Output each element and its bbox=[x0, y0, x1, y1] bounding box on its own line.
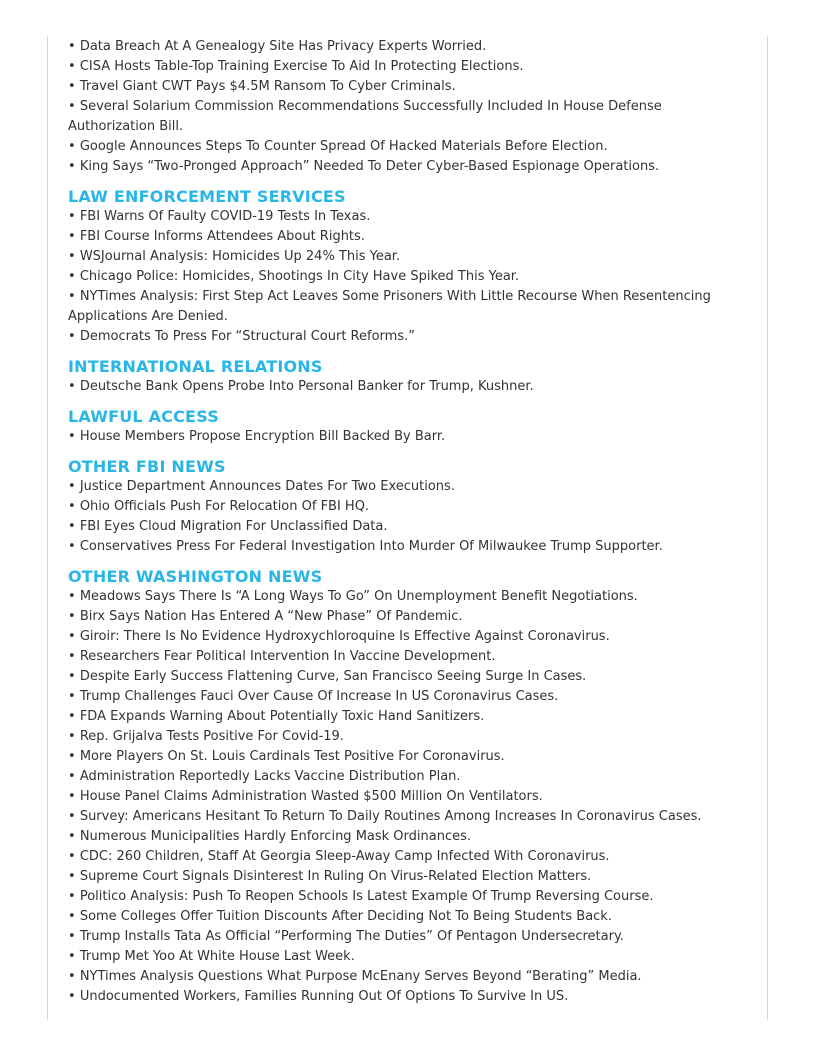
bullet-icon: • bbox=[68, 629, 76, 644]
news-item-text: CDC: 260 Children, Staff At Georgia Sleep-Away Camp Infected With Coronavirus. bbox=[79, 849, 610, 864]
news-item[interactable] bbox=[68, 227, 740, 247]
news-item[interactable] bbox=[68, 707, 740, 727]
bullet-icon: • bbox=[68, 539, 76, 554]
news-item[interactable] bbox=[68, 647, 740, 667]
bullet-icon: • bbox=[68, 809, 76, 824]
news-item[interactable] bbox=[68, 157, 740, 177]
news-item[interactable] bbox=[68, 97, 740, 137]
news-item[interactable] bbox=[68, 207, 740, 227]
news-item-text: FBI Course Informs Attendees About Rights. bbox=[79, 229, 365, 244]
news-item-text: Politico Analysis: Push To Reopen Schools Is Latest Example Of Trump Reversing Course. bbox=[79, 889, 654, 904]
bullet-icon: • bbox=[68, 989, 76, 1004]
news-item-text: Google Announces Steps To Counter Spread Of Hacked Materials Before Election. bbox=[79, 139, 608, 154]
bullet-icon: • bbox=[68, 769, 76, 784]
news-item-text: Deutsche Bank Opens Probe Into Personal Banker for Trump, Kushner. bbox=[79, 379, 534, 394]
news-item[interactable] bbox=[68, 77, 740, 97]
news-item-text: King Says “Two-Pronged Approach” Needed To Deter Cyber-Based Espionage Operations. bbox=[79, 159, 660, 174]
news-item[interactable] bbox=[68, 727, 740, 747]
news-section bbox=[68, 457, 740, 557]
bullet-icon: • bbox=[68, 379, 76, 394]
news-item[interactable] bbox=[68, 967, 740, 987]
bullet-icon: • bbox=[68, 249, 76, 264]
news-item-text: Trump Met Yoo At White House Last Week. bbox=[79, 949, 355, 964]
bullet-icon: • bbox=[68, 479, 76, 494]
news-section bbox=[68, 567, 740, 1007]
bullet-icon: • bbox=[68, 969, 76, 984]
news-item-text: Justice Department Announces Dates For Two Executions. bbox=[79, 479, 455, 494]
news-section bbox=[68, 37, 740, 177]
news-item-text: Meadows Says There Is “A Long Ways To Go” On Unemployment Benefit Negotiations. bbox=[79, 589, 638, 604]
news-item-text: Chicago Police: Homicides, Shootings In City Have Spiked This Year. bbox=[79, 269, 520, 284]
news-section bbox=[68, 187, 740, 347]
news-item-text: Trump Installs Tata As Official “Performing The Duties” Of Pentagon Undersecretary. bbox=[79, 929, 624, 944]
bullet-icon: • bbox=[68, 869, 76, 884]
section-heading: OTHER WASHINGTON NEWS bbox=[68, 567, 323, 586]
news-item[interactable] bbox=[68, 847, 740, 867]
news-item-text: FBI Warns Of Faulty COVID-19 Tests In Texas. bbox=[79, 209, 371, 224]
news-item[interactable] bbox=[68, 947, 740, 967]
news-item[interactable] bbox=[68, 787, 740, 807]
news-item-text: Data Breach At A Genealogy Site Has Privacy Experts Worried. bbox=[79, 39, 487, 54]
bullet-icon: • bbox=[68, 609, 76, 624]
news-item[interactable] bbox=[68, 827, 740, 847]
bullet-icon: • bbox=[68, 689, 76, 704]
news-item[interactable] bbox=[68, 427, 740, 447]
bullet-icon: • bbox=[68, 39, 76, 54]
news-item[interactable] bbox=[68, 247, 740, 267]
news-item-text: NYTimes Analysis: First Step Act Leaves Some Prisoners With Little Recourse When Resentencing Applications Are Denied. bbox=[68, 289, 711, 324]
bullet-icon: • bbox=[68, 829, 76, 844]
news-item-text: Undocumented Workers, Families Running Out Of Options To Survive In US. bbox=[79, 989, 569, 1004]
news-item[interactable] bbox=[68, 57, 740, 77]
news-item-text: More Players On St. Louis Cardinals Test Positive For Coronavirus. bbox=[79, 749, 505, 764]
news-item[interactable] bbox=[68, 687, 740, 707]
news-item[interactable] bbox=[68, 747, 740, 767]
news-item-text: Ohio Officials Push For Relocation Of FBI HQ. bbox=[79, 499, 370, 514]
news-item-text: WSJournal Analysis: Homicides Up 24% This Year. bbox=[79, 249, 401, 264]
news-item-text: Supreme Court Signals Disinterest In Ruling On Virus-Related Election Matters. bbox=[79, 869, 592, 884]
news-item-text: NYTimes Analysis Questions What Purpose McEnany Serves Beyond “Berating” Media. bbox=[79, 969, 642, 984]
news-item-text: Administration Reportedly Lacks Vaccine Distribution Plan. bbox=[79, 769, 461, 784]
bullet-icon: • bbox=[68, 789, 76, 804]
bullet-icon: • bbox=[68, 59, 76, 74]
section-heading: INTERNATIONAL RELATIONS bbox=[68, 357, 323, 376]
bullet-icon: • bbox=[68, 499, 76, 514]
bullet-icon: • bbox=[68, 849, 76, 864]
news-item-text: Giroir: There Is No Evidence Hydroxychloroquine Is Effective Against Coronavirus. bbox=[79, 629, 610, 644]
news-item[interactable] bbox=[68, 517, 740, 537]
bullet-icon: • bbox=[68, 589, 76, 604]
news-item-text: Trump Challenges Fauci Over Cause Of Increase In US Coronavirus Cases. bbox=[79, 689, 559, 704]
news-item[interactable] bbox=[68, 767, 740, 787]
news-item-text: Researchers Fear Political Intervention In Vaccine Development. bbox=[79, 649, 496, 664]
bullet-icon: • bbox=[68, 99, 76, 114]
bullet-icon: • bbox=[68, 229, 76, 244]
bullet-icon: • bbox=[68, 209, 76, 224]
news-item[interactable] bbox=[68, 267, 740, 287]
section-heading: LAW ENFORCEMENT SERVICES bbox=[68, 187, 346, 206]
bullet-icon: • bbox=[68, 159, 76, 174]
section-heading: LAWFUL ACCESS bbox=[68, 407, 219, 426]
bullet-icon: • bbox=[68, 929, 76, 944]
bullet-icon: • bbox=[68, 329, 76, 344]
bullet-icon: • bbox=[68, 749, 76, 764]
bullet-icon: • bbox=[68, 669, 76, 684]
news-item[interactable] bbox=[68, 37, 740, 57]
news-item[interactable] bbox=[68, 287, 740, 327]
news-item[interactable] bbox=[68, 327, 740, 347]
news-item[interactable] bbox=[68, 607, 740, 627]
news-item[interactable] bbox=[68, 137, 740, 157]
news-item[interactable] bbox=[68, 667, 740, 687]
news-item[interactable] bbox=[68, 497, 740, 517]
news-item[interactable] bbox=[68, 867, 740, 887]
bullet-icon: • bbox=[68, 79, 76, 94]
bullet-icon: • bbox=[68, 909, 76, 924]
news-item-text: Democrats To Press For “Structural Court Reforms.” bbox=[79, 329, 415, 344]
news-item[interactable] bbox=[68, 377, 740, 397]
bullet-icon: • bbox=[68, 709, 76, 724]
news-item[interactable] bbox=[68, 907, 740, 927]
news-item-text: FDA Expands Warning About Potentially Toxic Hand Sanitizers. bbox=[79, 709, 485, 724]
bullet-icon: • bbox=[68, 269, 76, 284]
bullet-icon: • bbox=[68, 289, 76, 304]
bullet-icon: • bbox=[68, 729, 76, 744]
bullet-icon: • bbox=[68, 889, 76, 904]
news-item-text: Several Solarium Commission Recommendations Successfully Included In House Defense Authorization Bill. bbox=[68, 99, 662, 134]
news-item-text: House Panel Claims Administration Wasted $500 Million On Ventilators. bbox=[79, 789, 543, 804]
news-item[interactable] bbox=[68, 587, 740, 607]
bullet-icon: • bbox=[68, 139, 76, 154]
news-item-text: Some Colleges Offer Tuition Discounts After Deciding Not To Being Students Back. bbox=[79, 909, 612, 924]
news-item-text: Survey: Americans Hesitant To Return To Daily Routines Among Increases In Coronavirus Cases. bbox=[79, 809, 702, 824]
bullet-icon: • bbox=[68, 519, 76, 534]
news-section bbox=[68, 357, 740, 397]
news-item[interactable] bbox=[68, 807, 740, 827]
news-item[interactable] bbox=[68, 537, 740, 557]
news-item-text: House Members Propose Encryption Bill Backed By Barr. bbox=[79, 429, 446, 444]
news-item-text: Despite Early Success Flattening Curve, San Francisco Seeing Surge In Cases. bbox=[79, 669, 587, 684]
news-section bbox=[68, 407, 740, 447]
news-item[interactable] bbox=[68, 927, 740, 947]
bullet-icon: • bbox=[68, 429, 76, 444]
news-item[interactable] bbox=[68, 887, 740, 907]
news-item-text: Conservatives Press For Federal Investigation Into Murder Of Milwaukee Trump Supporter. bbox=[79, 539, 663, 554]
news-item-text: Numerous Municipalities Hardly Enforcing Mask Ordinances. bbox=[79, 829, 472, 844]
news-item-text: Birx Says Nation Has Entered A “New Phase” Of Pandemic. bbox=[79, 609, 463, 624]
news-item[interactable] bbox=[68, 477, 740, 497]
news-item-text: Travel Giant CWT Pays $4.5M Ransom To Cyber Criminals. bbox=[79, 79, 456, 94]
bullet-icon: • bbox=[68, 649, 76, 664]
news-digest bbox=[68, 37, 740, 1007]
news-item-text: CISA Hosts Table-Top Training Exercise To Aid In Protecting Elections. bbox=[79, 59, 524, 74]
news-item[interactable] bbox=[68, 987, 740, 1007]
news-item-text: Rep. Grijalva Tests Positive For Covid-19. bbox=[79, 729, 344, 744]
news-item[interactable] bbox=[68, 627, 740, 647]
bullet-icon: • bbox=[68, 949, 76, 964]
section-heading: OTHER FBI NEWS bbox=[68, 457, 226, 476]
news-item-text: FBI Eyes Cloud Migration For Unclassified Data. bbox=[79, 519, 388, 534]
